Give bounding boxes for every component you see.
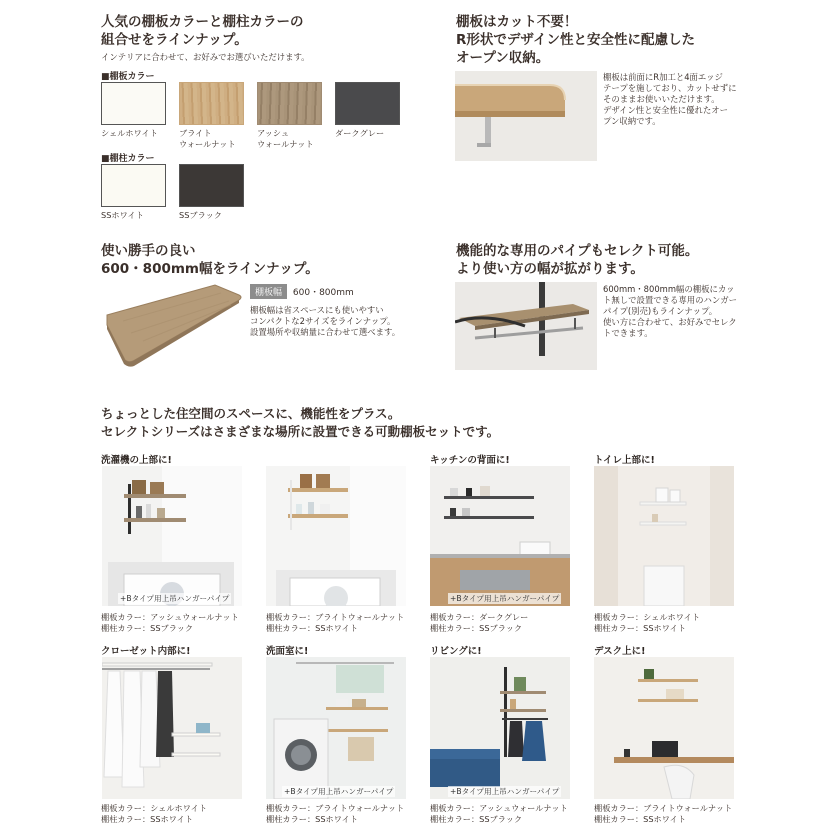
example-overlay: +Bタイプ用上吊ハンガーパイプ	[284, 787, 394, 796]
example-overlay: +Bタイプ用上吊ハンガーパイプ	[450, 787, 560, 796]
swatch-ss-black	[179, 164, 244, 207]
example-caption: 棚板カラー：アッシュウォールナット 棚柱カラー：SSブラック	[101, 612, 239, 633]
example-title: トイレ上部に!	[594, 455, 655, 466]
width-tag: 棚板幅	[250, 284, 287, 299]
swatch-ash-walnut	[257, 82, 322, 125]
swatch-ss-white	[101, 164, 166, 207]
example-photo-living	[430, 657, 570, 799]
r-shape-heading: 棚板はカット不要！ R形状でデザイン性と安全性に配慮した オープン収納。	[456, 14, 695, 66]
example-photo-closet	[102, 657, 242, 799]
example-photo-washroom	[266, 657, 406, 799]
swatch-shell-white	[101, 82, 166, 125]
example-title: クローゼット内部に!	[101, 646, 191, 657]
colors-subtext: インテリアに合わせて、お好みでお選びいただけます。	[101, 52, 310, 62]
r-shape-desc: 棚板は前面にR加工と4面エッジ テープを施しており、カットせずに そのままお使いいただけます。 デザイン性と安全性に優れたオー プン収納です。	[603, 72, 737, 126]
example-title: 洗濯機の上部に!	[101, 455, 172, 466]
swatch-name: ダークグレー	[335, 128, 385, 138]
intro-text: ちょっとした住空間のスペースに、機能性をプラス。 セレクトシリーズはさまざまな場所に設置できる可動棚板セットです。	[101, 406, 500, 439]
example-title: デスク上に!	[594, 646, 646, 657]
example-title: キッチンの背面に!	[430, 455, 510, 466]
example-caption: 棚板カラー：ダークグレー 棚柱カラー：SSブラック	[430, 612, 529, 633]
swatch-name: アッシュ ウォールナット	[257, 128, 314, 149]
example-photo-kitchen	[430, 466, 570, 606]
example-overlay: +Bタイプ用上吊ハンガーパイプ	[120, 594, 230, 603]
example-photo-laundry	[102, 466, 242, 606]
swatch-bright-walnut	[179, 82, 244, 125]
pillar-color-label: ■棚柱カラー	[101, 154, 155, 164]
width-desc: 棚板幅は省スペースにも使いやすい コンパクトな2サイズをラインナップ。 設置場所や収納量に合わせて選べます。	[250, 305, 401, 337]
example-photo-laundry-white	[266, 466, 406, 606]
example-caption: 棚板カラー：ブライトウォールナット 棚柱カラー：SSホワイト	[266, 612, 405, 633]
example-overlay: +Bタイプ用上吊ハンガーパイプ	[450, 594, 560, 603]
example-title: リビングに!	[430, 646, 482, 657]
swatch-name: ブライト ウォールナット	[179, 128, 236, 149]
swatch-name: シェルホワイト	[101, 128, 158, 138]
shelf-color-label: ■棚板カラー	[101, 72, 155, 82]
example-caption: 棚板カラー：アッシュウォールナット 棚柱カラー：SSブラック	[430, 803, 568, 824]
example-photo-desk	[594, 657, 734, 799]
board-photo	[103, 281, 243, 369]
example-photo-toilet	[594, 466, 734, 606]
pipe-desc: 600mm・800mm幅の棚板にカッ ト無しで設置できる専用のハンガー パイプ(別売)もラインナップ。 使い方に合わせて、お好みでセレク トできます。	[603, 284, 737, 338]
pipe-photo	[455, 282, 597, 370]
example-caption: 棚板カラー：ブライトウォールナット 棚柱カラー：SSホワイト	[594, 803, 733, 824]
colors-heading: 人気の棚板カラーと棚柱カラーの 組合せをラインナップ。	[101, 14, 304, 48]
width-heading: 使い勝手の良い 600・800mm幅をラインナップ。	[101, 243, 319, 277]
width-tag-value: 600・800mm	[292, 288, 354, 298]
swatch-name: SSブラック	[179, 210, 222, 220]
swatch-dark-gray	[335, 82, 400, 125]
example-caption: 棚板カラー：シェルホワイト 棚柱カラー：SSホワイト	[594, 612, 701, 633]
swatch-name: SSホワイト	[101, 210, 144, 220]
example-caption: 棚板カラー：ブライトウォールナット 棚柱カラー：SSホワイト	[266, 803, 405, 824]
pipe-heading: 機能的な専用のパイプもセレクト可能。 より使い方の幅が拡がります。	[456, 243, 699, 277]
r-shelf-photo	[455, 71, 597, 161]
width-tag-row	[250, 284, 354, 299]
example-caption: 棚板カラー：シェルホワイト 棚柱カラー：SSホワイト	[101, 803, 208, 824]
example-title: 洗面室に!	[266, 646, 309, 657]
